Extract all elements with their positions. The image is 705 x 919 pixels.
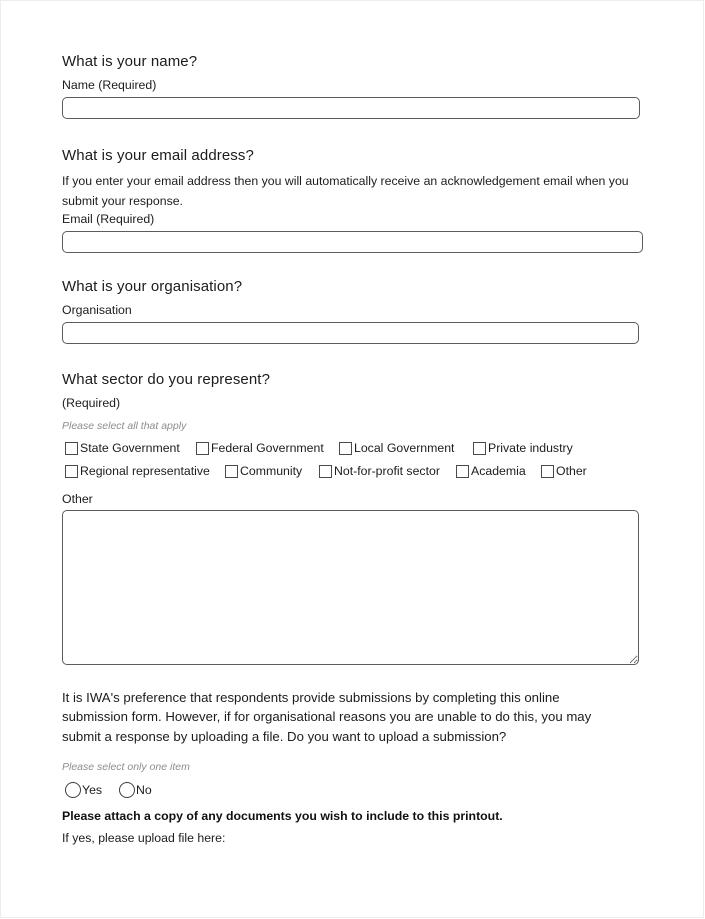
radio-icon[interactable] xyxy=(65,782,81,798)
sector-other-label: Other xyxy=(62,492,93,506)
upload-radio-yes[interactable] xyxy=(65,782,102,798)
checkbox-icon[interactable] xyxy=(65,465,78,478)
email-helper-text: If you enter your email address then you will automatically receive an acknowledgement email when you submit your response. xyxy=(62,174,629,208)
email-field-label: Email (Required) xyxy=(62,212,155,226)
checkbox-icon[interactable] xyxy=(541,465,554,478)
upload-here-label: If yes, please upload file here: xyxy=(62,830,226,845)
upload-radio-no[interactable] xyxy=(119,782,152,798)
upload-select-hint: Please select only one item xyxy=(62,760,190,773)
upload-paragraph: It is IWA's preference that respondents provide submissions by completing this online submission form. However, if for organisational reasons you are unable to do this, you may submit a response by uploading a file. Do you want to upload a submission? xyxy=(62,690,592,744)
checkbox-icon[interactable] xyxy=(473,442,486,455)
question-sector: What sector do you represent? xyxy=(62,371,271,388)
checkbox-label: Private industry xyxy=(488,441,573,455)
question-name: What is your name? xyxy=(62,53,198,70)
sector-other-textarea[interactable] xyxy=(62,510,639,665)
sector-checkbox-1-3[interactable] xyxy=(339,441,454,455)
section-sector xyxy=(62,370,644,665)
sector-checkbox-2-5[interactable] xyxy=(541,464,587,478)
checkbox-label: Regional representative xyxy=(80,464,210,478)
radio-icon[interactable] xyxy=(119,782,135,798)
radio-label: Yes xyxy=(82,782,103,797)
sector-checkbox-1-2[interactable] xyxy=(196,441,324,455)
name-field-label: Name (Required) xyxy=(62,78,157,92)
sector-select-hint: Please select all that apply xyxy=(62,420,187,432)
sector-required-note: (Required) xyxy=(62,396,121,410)
question-email: What is your email address? xyxy=(62,147,254,164)
checkbox-label: Federal Government xyxy=(211,441,324,455)
checkbox-icon[interactable] xyxy=(339,442,352,455)
sector-checkbox-2-3[interactable] xyxy=(319,464,440,478)
checkbox-label: Local Government xyxy=(354,441,455,455)
checkbox-icon[interactable] xyxy=(196,442,209,455)
upload-attach-note: Please attach a copy of any documents you wish to include to this printout. xyxy=(62,808,503,823)
sector-checkbox-row-2 xyxy=(62,464,644,487)
sector-checkbox-2-4[interactable] xyxy=(456,464,526,478)
organisation-field-label: Organisation xyxy=(62,303,132,317)
sector-checkbox-2-1[interactable] xyxy=(65,464,210,478)
checkbox-icon[interactable] xyxy=(319,465,332,478)
name-input[interactable] xyxy=(62,97,640,119)
email-input[interactable] xyxy=(62,231,643,253)
question-organisation: What is your organisation? xyxy=(62,278,243,295)
section-email xyxy=(62,146,647,253)
checkbox-label: Academia xyxy=(471,464,526,478)
checkbox-icon[interactable] xyxy=(65,442,78,455)
section-name xyxy=(62,52,644,119)
organisation-input[interactable] xyxy=(62,322,639,344)
checkbox-icon[interactable] xyxy=(225,465,238,478)
sector-checkbox-1-1[interactable] xyxy=(65,441,180,455)
section-organisation xyxy=(62,277,644,344)
checkbox-label: State Government xyxy=(80,441,180,455)
sector-checkbox-2-2[interactable] xyxy=(225,464,302,478)
upload-radio-row xyxy=(62,782,592,804)
sector-checkbox-1-4[interactable] xyxy=(473,441,573,455)
checkbox-label: Other xyxy=(556,464,587,478)
radio-label: No xyxy=(136,782,152,797)
checkbox-icon[interactable] xyxy=(456,465,469,478)
section-upload xyxy=(62,688,592,846)
checkbox-label: Community xyxy=(240,464,303,478)
sector-checkbox-row-1 xyxy=(62,441,644,464)
checkbox-label: Not-for-profit sector xyxy=(334,464,440,478)
